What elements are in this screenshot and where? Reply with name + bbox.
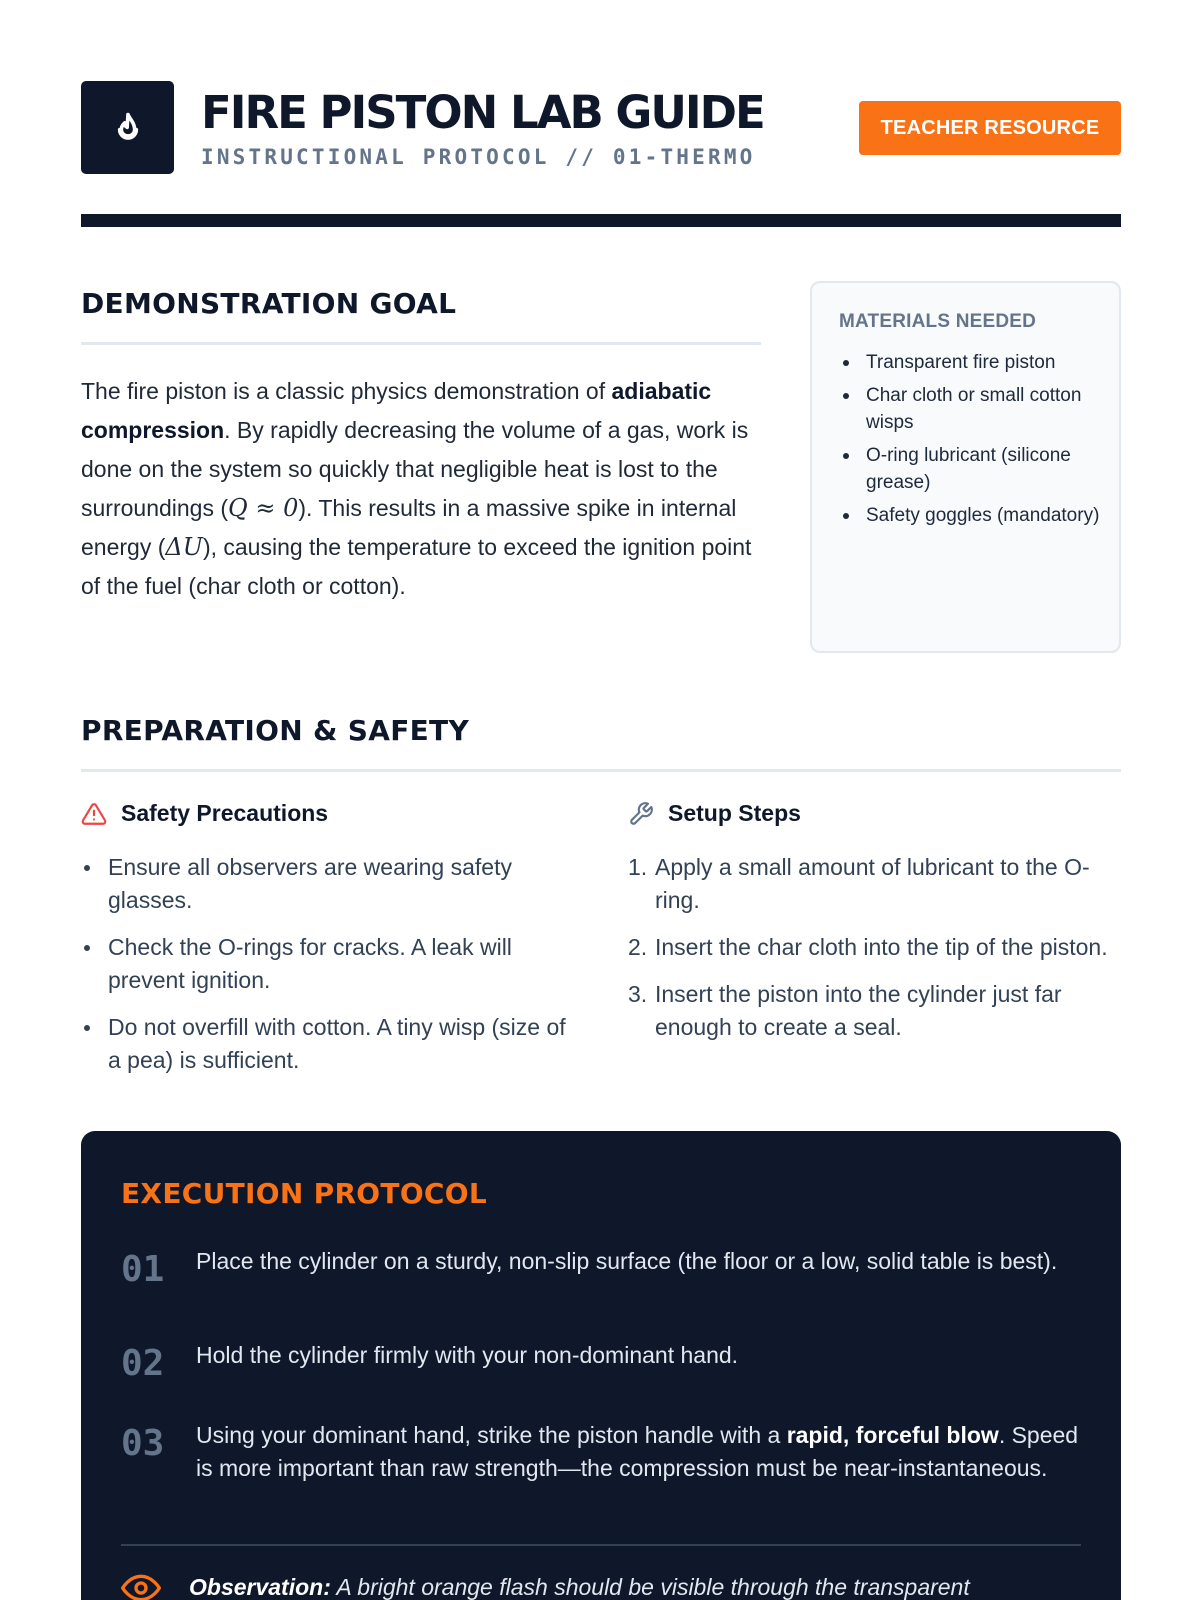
goal-text-bold: adiabatic compression: [81, 378, 712, 443]
goal-paragraph: [81, 372, 761, 606]
materials-card: [810, 281, 1121, 653]
header-divider: [81, 214, 1121, 227]
materials-item: O-ring lubricant (silicone grease): [839, 442, 1109, 496]
page-subtitle: INSTRUCTIONAL PROTOCOL // 01-THERMO: [201, 145, 756, 169]
execution-step-text: [196, 1419, 1081, 1485]
setup-item-text: Insert the char cloth into the tip of the piston.: [655, 934, 1108, 960]
safety-list: [81, 851, 581, 1091]
warning-icon: [81, 801, 107, 827]
eye-icon: [121, 1573, 161, 1600]
safety-item: Ensure all observers are wearing safety glasses.: [81, 851, 581, 917]
execution-step-text-part: . Speed is more important than raw strength—the compression must be near-instantaneous.: [196, 1422, 1079, 1481]
materials-item: Char cloth or small cotton wisps: [839, 382, 1109, 436]
setup-heading: [628, 800, 801, 827]
execution-step-text: Hold the cylinder firmly with your non-dominant hand.: [196, 1342, 739, 1368]
goal-text-end: ), causing the temperature to exceed the ignition point of the fuel (char cloth or cotton).: [81, 534, 752, 599]
safety-heading: [81, 800, 328, 827]
goal-divider: [81, 342, 761, 345]
materials-item: Transparent fire piston: [839, 349, 1109, 376]
observation-body: A bright orange flash should be visible through the transparent: [330, 1574, 970, 1600]
math-internal-energy: ΔU: [165, 533, 203, 561]
setup-item-number: 2.: [628, 934, 648, 960]
materials-heading: MATERIALS NEEDED: [839, 311, 1037, 332]
goal-heading: DEMONSTRATION GOAL: [81, 287, 457, 320]
page-title: FIRE PISTON LAB GUIDE: [201, 86, 764, 139]
prep-divider: [81, 769, 1121, 772]
safety-item: Check the O-rings for cracks. A leak will prevent ignition.: [81, 931, 581, 997]
execution-panel: [81, 1131, 1121, 1600]
setup-heading-label: Setup Steps: [668, 800, 801, 826]
execution-step-number: 03: [121, 1423, 165, 1464]
execution-step-text-part: Using your dominant hand, strike the piston handle with a: [196, 1422, 787, 1448]
execution-step: [121, 1339, 1081, 1384]
goal-text-part2: ). This results in a massive spike in internal energy (: [81, 495, 737, 560]
prep-heading: PREPARATION & SAFETY: [81, 714, 470, 747]
materials-list: [839, 349, 1109, 535]
setup-item-number: 1.: [628, 854, 648, 880]
wrench-icon: [628, 801, 654, 827]
observation-text: [189, 1571, 1081, 1600]
flame-icon: [108, 107, 148, 149]
execution-step-number: 02: [121, 1343, 165, 1384]
materials-item: Safety goggles (mandatory): [839, 502, 1109, 529]
teacher-resource-badge: TEACHER RESOURCE: [859, 101, 1121, 155]
goal-text-part1: . By rapidly decreasing the volume of a gas, work is done on the system so quickly that negligible heat is lost to the surroundings (: [81, 417, 749, 521]
math-heat: Q ≈ 0: [228, 494, 299, 522]
setup-item-number: 3.: [628, 981, 648, 1007]
setup-list: [628, 851, 1121, 1058]
execution-step-number: 01: [121, 1249, 165, 1290]
execution-step-text: Place the cylinder on a sturdy, non-slip surface (the floor or a low, solid table is best).: [196, 1248, 1058, 1274]
setup-item-text: Apply a small amount of lubricant to the O-ring.: [655, 854, 1090, 913]
logo: [81, 81, 174, 174]
setup-item: [628, 978, 1121, 1044]
page-header: [81, 81, 1121, 175]
execution-step: [121, 1419, 1081, 1519]
execution-step-text-bold: rapid, forceful blow: [786, 1422, 999, 1448]
execution-heading: EXECUTION PROTOCOL: [121, 1177, 488, 1210]
setup-item: [628, 851, 1121, 917]
setup-item: [628, 931, 1121, 964]
observation-label: Observation:: [189, 1574, 331, 1600]
safety-item: Do not overfill with cotton. A tiny wisp (size of a pea) is sufficient.: [81, 1011, 581, 1077]
safety-heading-label: Safety Precautions: [121, 800, 329, 826]
goal-text-intro: The fire piston is a classic physics demonstration of: [81, 378, 612, 404]
execution-divider: [121, 1544, 1081, 1546]
execution-step: [121, 1245, 1081, 1315]
setup-item-text: Insert the piston into the cylinder just far enough to create a seal.: [655, 981, 1062, 1040]
